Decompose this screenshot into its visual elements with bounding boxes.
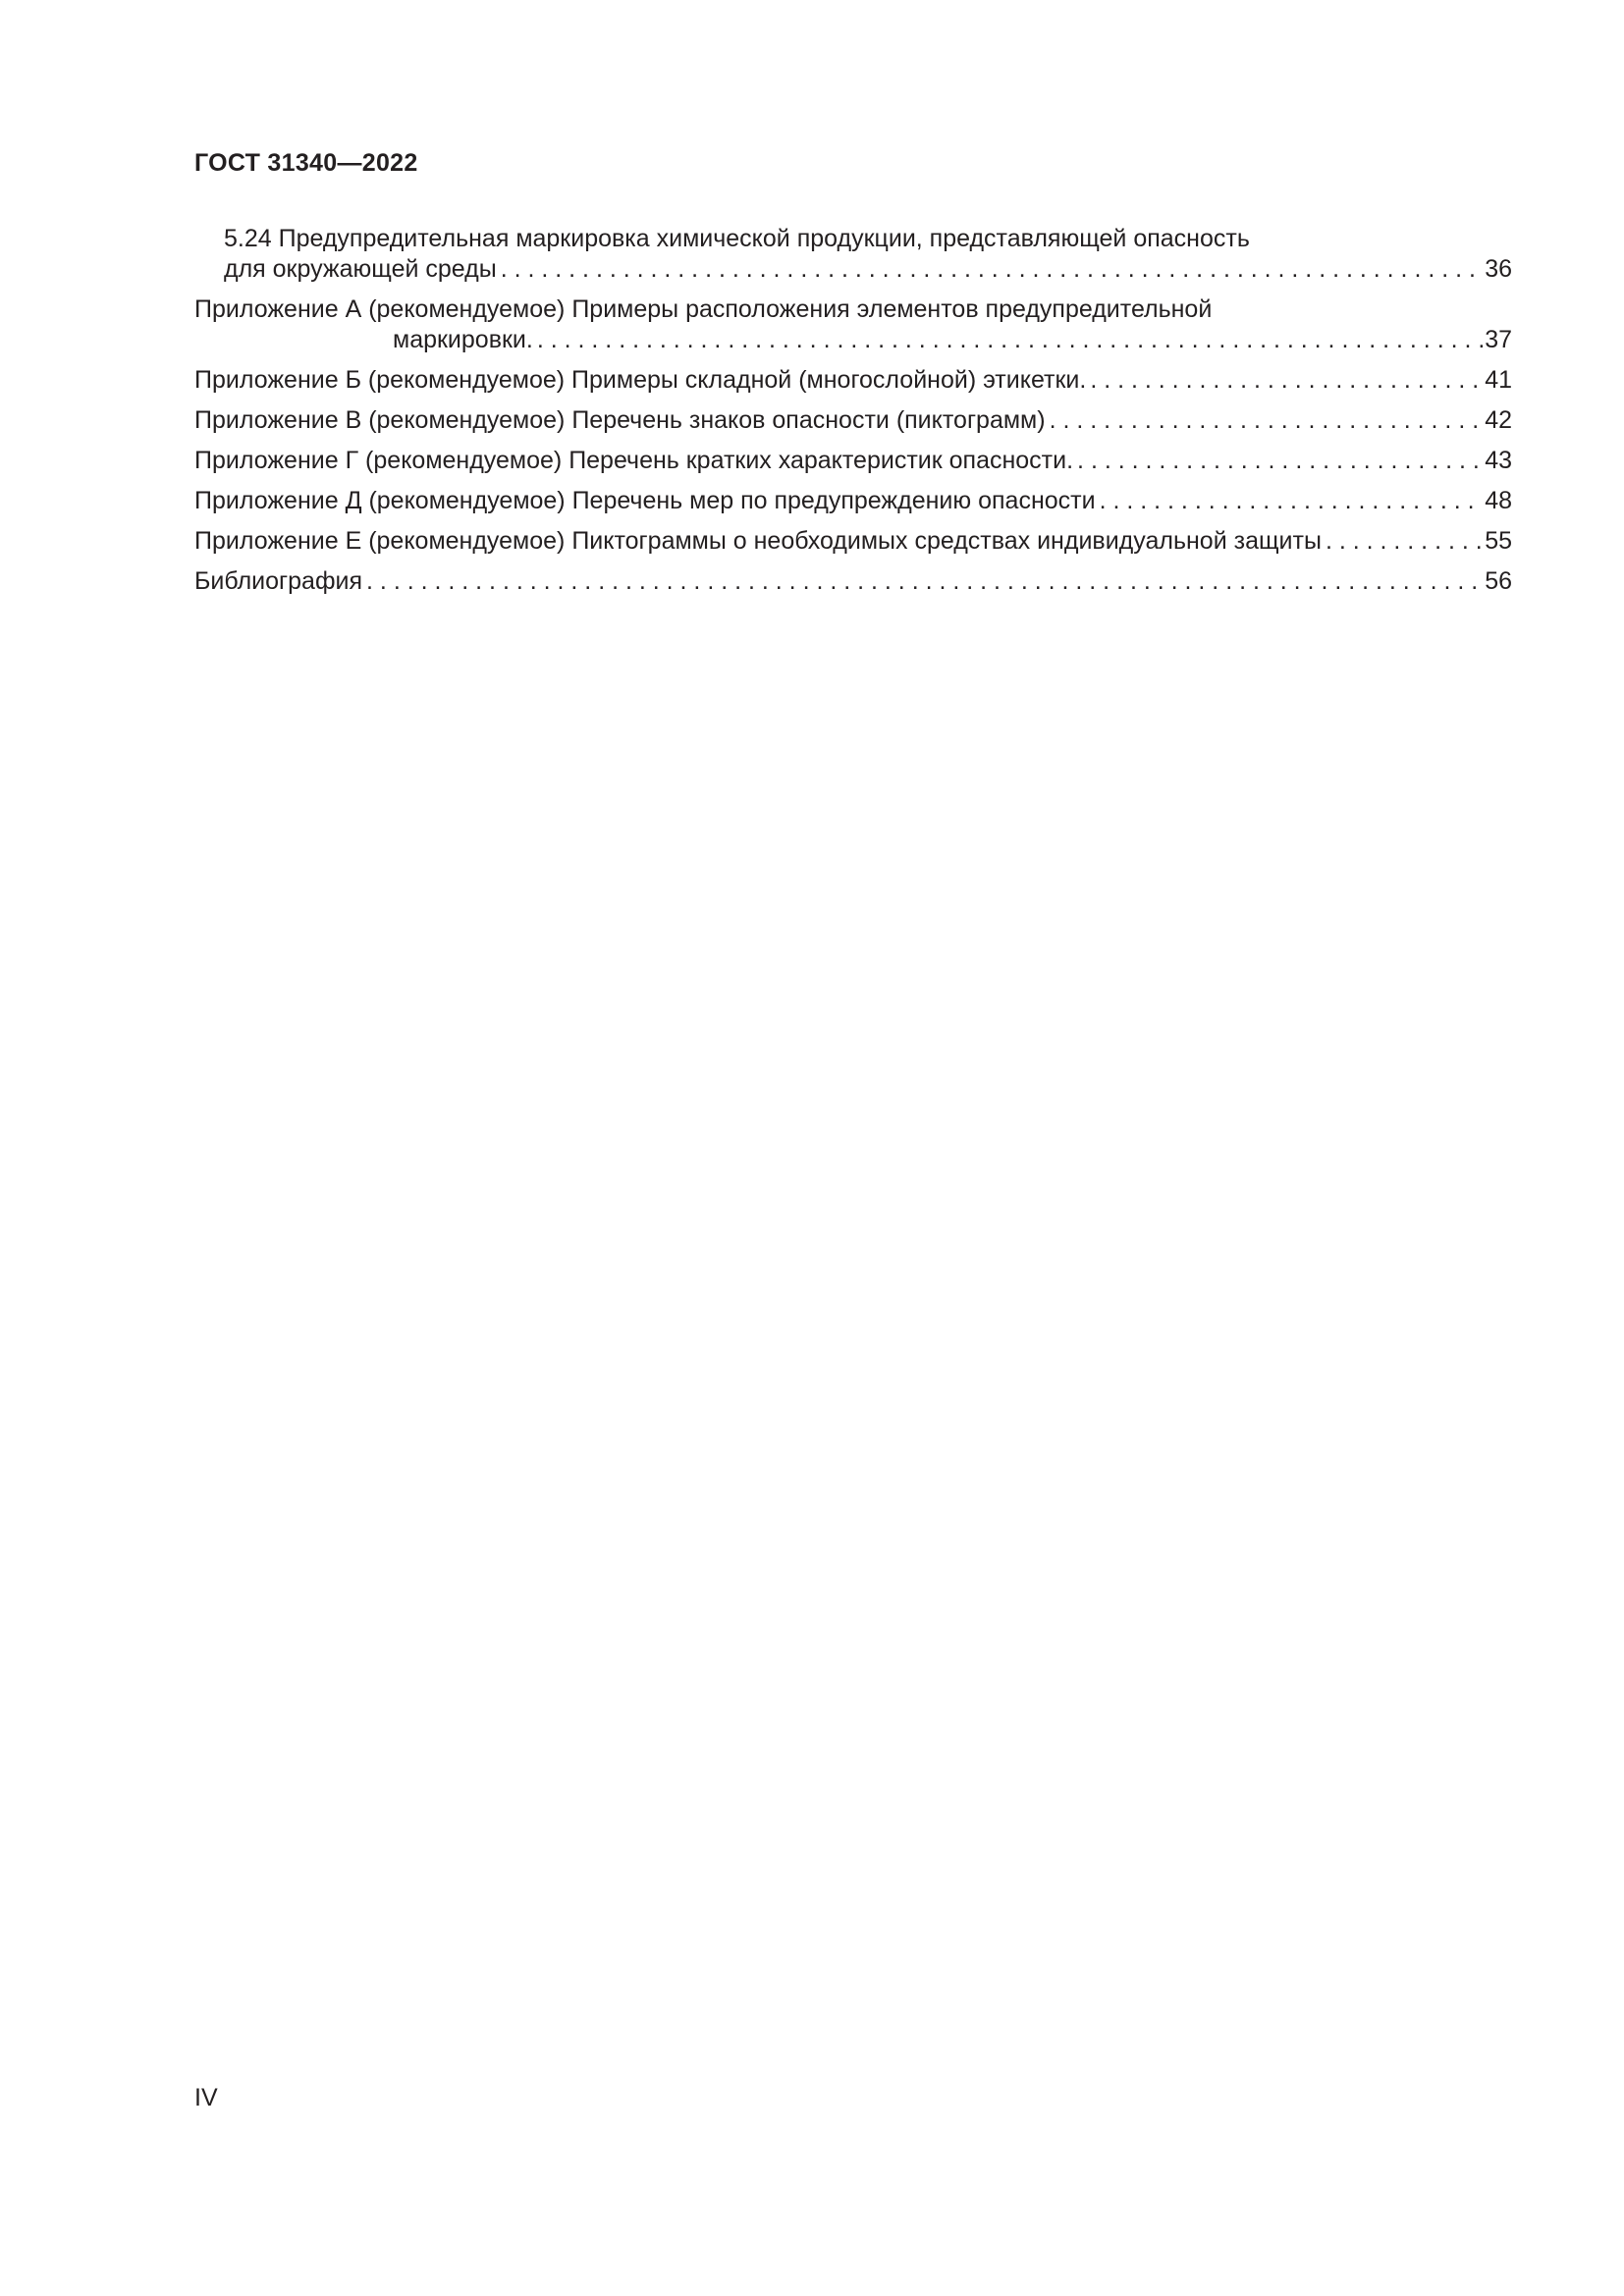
toc-entry-title: Приложение Б (рекомендуемое) Примеры складной (многослойной) этикетки. — [194, 366, 1087, 394]
toc-entry-title-line1: 5.24 Предупредительная маркировка химической продукции, представляющей опасность — [224, 225, 1250, 252]
toc-entry-appendix-d[interactable] — [194, 486, 1512, 516]
dot-leader — [366, 566, 1483, 597]
toc-page-number: 36 — [1485, 255, 1512, 283]
toc-entry-title: Приложение Е (рекомендуемое) Пиктограммы о необходимых средствах индивидуальной защиты — [194, 527, 1322, 555]
toc-page-number: 48 — [1485, 487, 1512, 514]
document-header: ГОСТ 31340—2022 — [194, 149, 418, 177]
dot-leader — [1090, 365, 1483, 396]
toc-entry-title-line2: для окружающей среды — [224, 255, 497, 283]
dot-leader — [501, 254, 1483, 285]
toc-entry-title-line1: Приложение А (рекомендуемое) Примеры расположения элементов предупредительной — [194, 295, 1213, 323]
toc-entry-title-line2: маркировки. — [393, 326, 533, 353]
toc-entry-appendix-e[interactable] — [194, 526, 1512, 557]
toc-entry-appendix-a[interactable] — [194, 294, 1512, 355]
dot-leader — [1077, 446, 1483, 476]
toc-entry-5-24[interactable] — [194, 224, 1512, 285]
toc-page-number: 56 — [1485, 567, 1512, 595]
toc-page-number: 37 — [1485, 326, 1512, 353]
toc-entry-title: Приложение В (рекомендуемое) Перечень знаков опасности (пиктограмм) — [194, 406, 1046, 434]
dot-leader — [1100, 486, 1484, 516]
toc-entry-bibliography[interactable] — [194, 566, 1512, 597]
toc-page-number: 43 — [1485, 447, 1512, 474]
toc-entry-appendix-g[interactable] — [194, 446, 1512, 476]
toc-page-number: 42 — [1485, 406, 1512, 434]
toc-entry-title: Приложение Д (рекомендуемое) Перечень мер по предупреждению опасности — [194, 487, 1096, 514]
toc-entry-appendix-v[interactable] — [194, 405, 1512, 436]
table-of-contents — [194, 224, 1512, 607]
toc-page-number: 55 — [1485, 527, 1512, 555]
dot-leader — [1326, 526, 1483, 557]
dot-leader — [537, 325, 1483, 355]
page-number: IV — [194, 2084, 218, 2111]
toc-entry-title: Библиография — [194, 567, 363, 595]
toc-entry-appendix-b[interactable] — [194, 365, 1512, 396]
toc-page-number: 41 — [1485, 366, 1512, 394]
dot-leader — [1050, 405, 1484, 436]
toc-entry-title: Приложение Г (рекомендуемое) Перечень кратких характеристик опасности. — [194, 447, 1074, 474]
